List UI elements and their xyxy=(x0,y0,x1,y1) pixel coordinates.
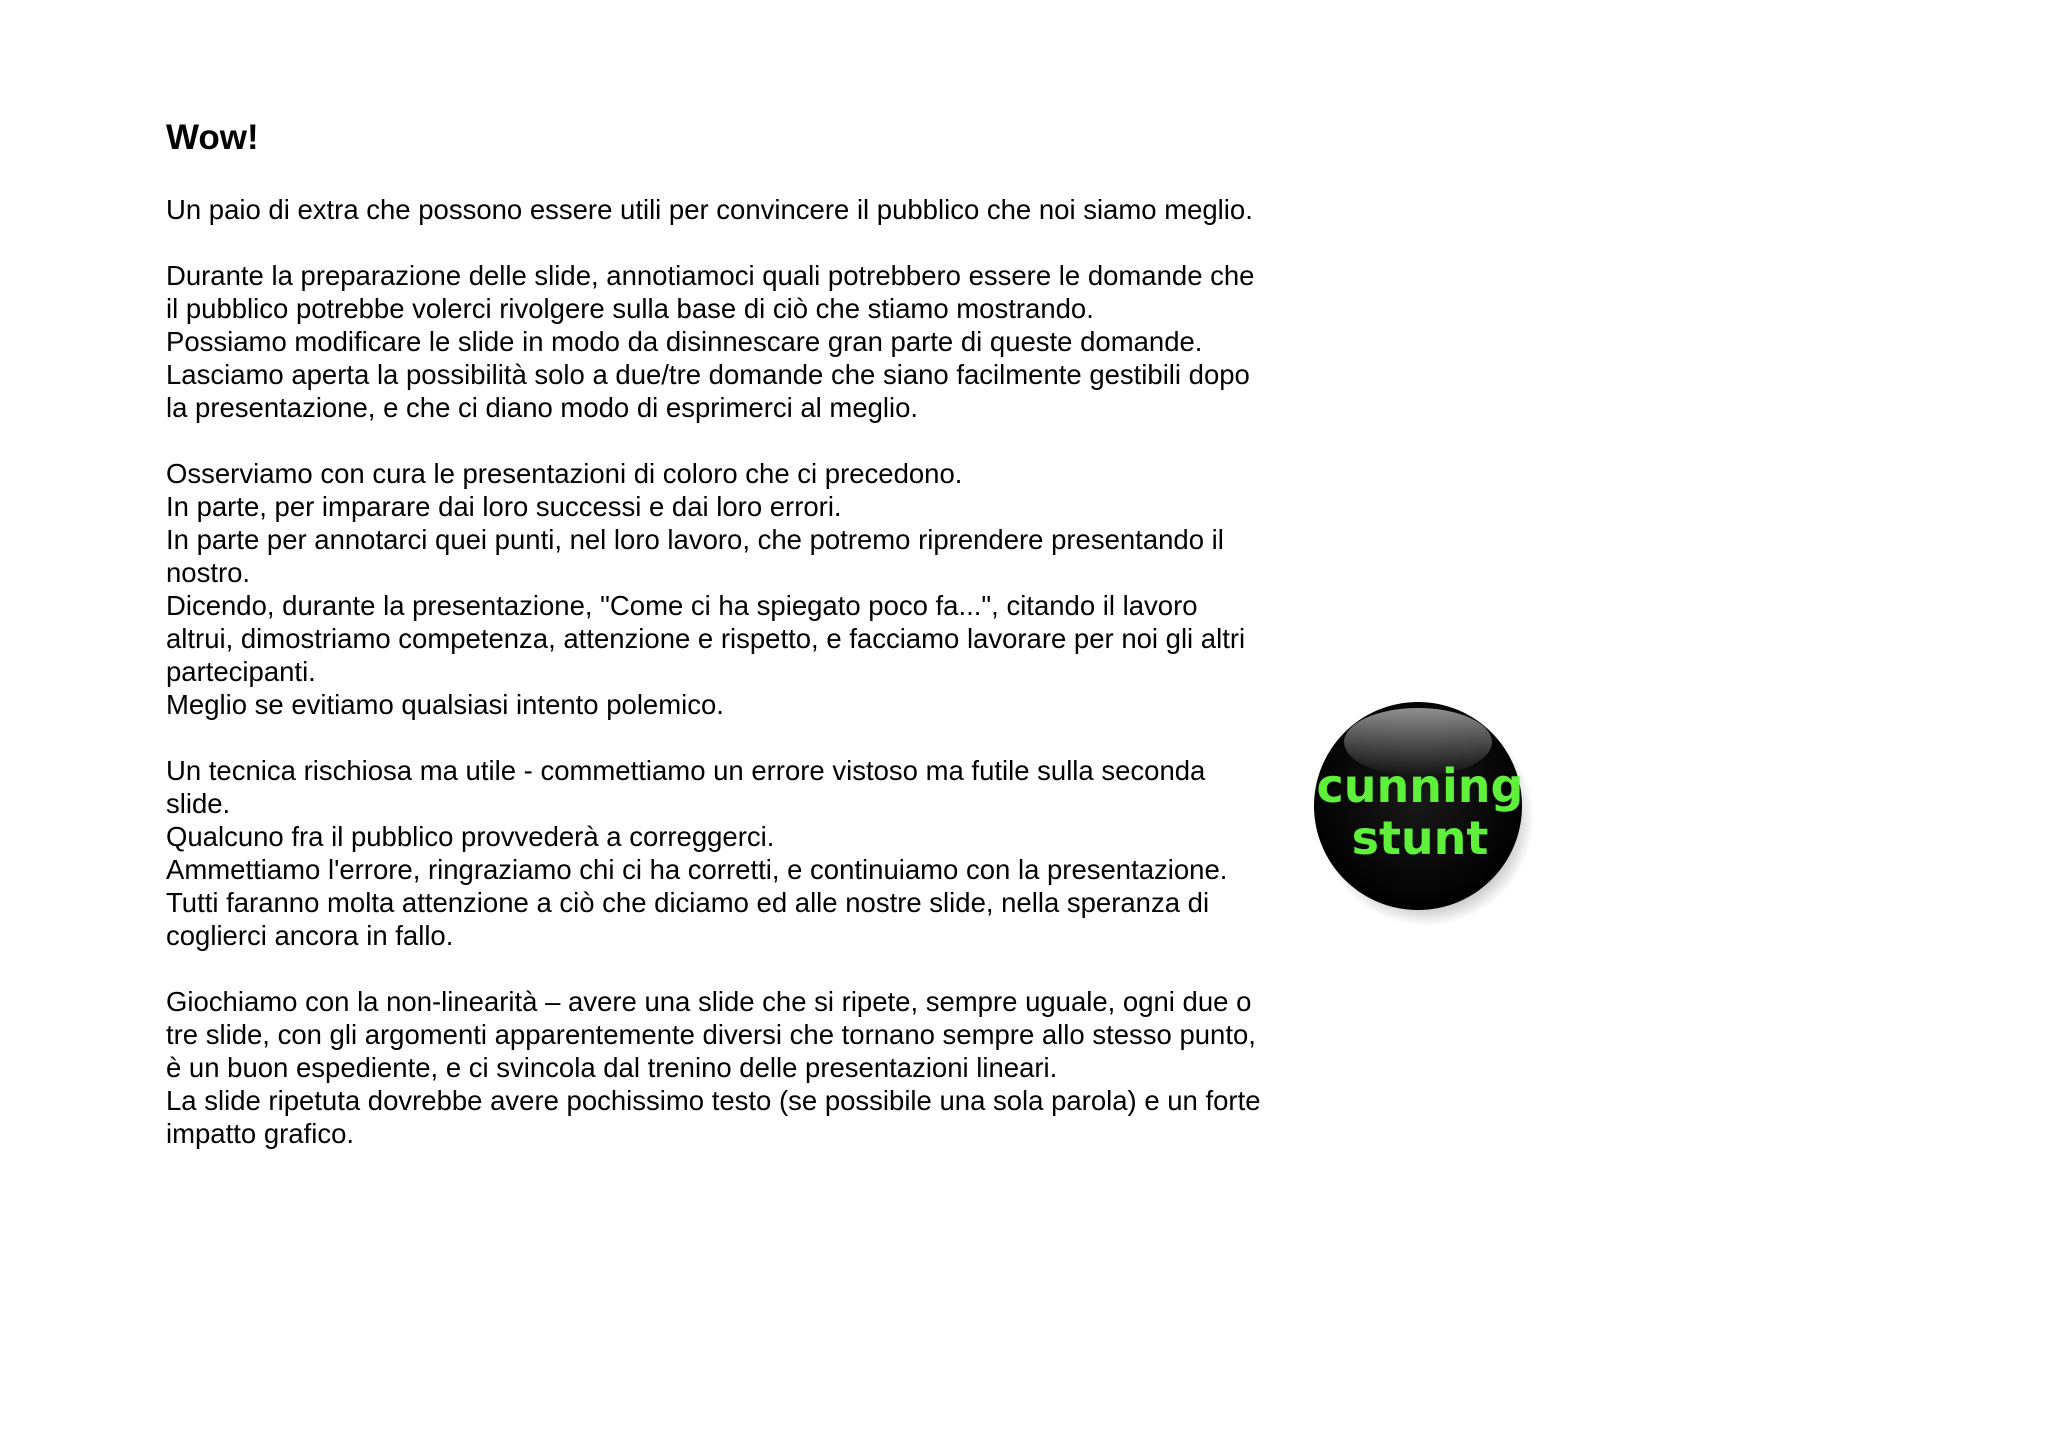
document-body xyxy=(166,193,1366,1183)
text-line: In parte per annotarci quei punti, nel loro lavoro, che potremo riprendere presentando il xyxy=(166,524,1224,555)
text-line: Dicendo, durante la presentazione, "Come ci ha spiegato poco fa...", citando il lavoro xyxy=(166,590,1198,621)
text-line: Lasciamo aperta la possibilità solo a due/tre domande che siano facilmente gestibili dopo xyxy=(166,359,1250,390)
text-line: Tutti faranno molta attenzione a ciò che diciamo ed alle nostre slide, nella speranza di xyxy=(166,887,1210,918)
text-line: il pubblico potrebbe volerci rivolgere sulla base di ciò che stiamo mostrando. xyxy=(166,293,1094,324)
text-line: Ammettiamo l'errore, ringraziamo chi ci ha corretti, e continuiamo con la presentazione. xyxy=(166,854,1228,885)
cunning-stunt-badge-icon xyxy=(1300,690,1540,930)
text-line: Possiamo modificare le slide in modo da disinnescare gran parte di queste domande. xyxy=(166,326,1203,357)
badge-line2: stunt xyxy=(1351,811,1489,865)
text-line: nostro. xyxy=(166,557,251,588)
text-line: Giochiamo con la non-linearità – avere una slide che si ripete, sempre uguale, ogni due o xyxy=(166,986,1252,1017)
paragraph-observe xyxy=(166,457,1366,721)
paragraph-questions xyxy=(166,259,1366,424)
text-line: slide. xyxy=(166,788,231,819)
text-line: Meglio se evitiamo qualsiasi intento polemico. xyxy=(166,689,724,720)
text-line: impatto grafico. xyxy=(166,1118,355,1149)
text-line: è un buon espediente, e ci svincola dal trenino delle presentazioni lineari. xyxy=(166,1052,1058,1083)
paragraph-intro xyxy=(166,193,1366,226)
text-line: Qualcuno fra il pubblico provvederà a correggerci. xyxy=(166,821,775,852)
text-line: In parte, per imparare dai loro successi e dai loro errori. xyxy=(166,491,842,522)
paragraph-error-technique xyxy=(166,754,1366,952)
text-line: la presentazione, e che ci diano modo di esprimerci al meglio. xyxy=(166,392,919,423)
text-line: Durante la preparazione delle slide, annotiamoci quali potrebbero essere le domande che xyxy=(166,260,1255,291)
text-line: Un paio di extra che possono essere utili per convincere il pubblico che noi siamo meglio. xyxy=(166,194,1253,225)
text-line: coglierci ancora in fallo. xyxy=(166,920,454,951)
page-title: Wow! xyxy=(166,118,259,157)
text-line: partecipanti. xyxy=(166,656,316,687)
text-line: La slide ripetuta dovrebbe avere pochissimo testo (se possibile una sola parola) e un forte xyxy=(166,1085,1261,1116)
text-line: tre slide, con gli argomenti apparentemente diversi che tornano sempre allo stesso punto, xyxy=(166,1019,1256,1050)
text-line: Un tecnica rischiosa ma utile - commettiamo un errore vistoso ma futile sulla seconda xyxy=(166,755,1206,786)
badge-line1: cunning xyxy=(1316,759,1524,813)
paragraph-nonlinearity xyxy=(166,985,1366,1150)
text-line: altrui, dimostriamo competenza, attenzione e rispetto, e facciamo lavorare per noi gli altri xyxy=(166,623,1246,654)
text-line: Osserviamo con cura le presentazioni di coloro che ci precedono. xyxy=(166,458,963,489)
